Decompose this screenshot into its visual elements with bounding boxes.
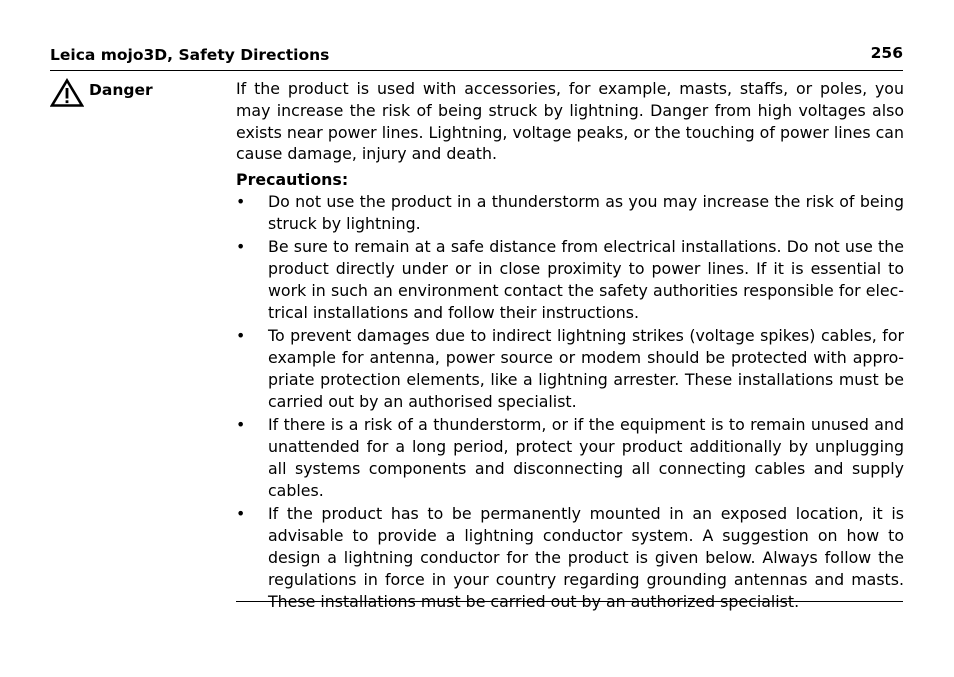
page-number: 256 [870, 44, 903, 62]
notice-intro: If the product is used with accessories, for example, masts, staffs, or poles, you may increase the risk of being struck by lightning. Danger from high voltages also exists near power lines. Lightning, voltage peaks, or the touching of power lines can cause damage, injury and death. [236, 79, 904, 164]
bullet-marker: • [236, 326, 246, 346]
precaution-text: Be sure to remain at a safe distance from electrical installations. Do not use the product directly under or in close proximity to power lines. If it is essential to work in such an environment contact the safety authorities responsible for electrical installations and follow their instructions. [268, 237, 904, 322]
notice-body [236, 78, 904, 614]
warning-triangle-icon [50, 78, 84, 108]
bullet-marker: • [236, 415, 246, 435]
list-item [236, 325, 904, 412]
header-title: Leica mojo3D, Safety Directions [50, 46, 330, 64]
precautions-heading: Precautions: [236, 170, 349, 190]
precaution-text: If the product has to be permanently mounted in an exposed location, it is advisable to provide a lightning conductor system. A suggestion on how to design a lightning conductor for the product is given below. Always follow the regulations in force in your country regarding grounding antennas and masts. These installations must be carried out by an authorized specialist. [268, 504, 904, 611]
precaution-text: If there is a risk of a thunderstorm, or if the equipment is to remain unused and unattended for a long period, protect your product additionally by unplugging all systems components and disconnecting all connecting cables and supply cables. [268, 415, 904, 500]
precaution-text: Do not use the product in a thunderstorm as you may increase the risk of being struck by lightning. [268, 191, 904, 233]
precaution-text: To prevent damages due to indirect lightning strikes (voltage spikes) cables, for example for antenna, power source or modem should be protected with appropriate protection elements, like a lightning arrester. These installations must be carried out by an authorised specialist. [268, 326, 904, 411]
bullet-marker: • [236, 504, 246, 524]
list-item [236, 503, 904, 612]
list-item [236, 414, 904, 501]
danger-label: Danger [89, 81, 153, 99]
precautions-list [236, 191, 904, 612]
section-end-divider [236, 601, 903, 602]
bullet-marker: • [236, 237, 246, 257]
list-item [236, 236, 904, 323]
list-item [236, 191, 904, 235]
header-divider [50, 70, 903, 71]
page-header [50, 44, 903, 66]
bullet-marker: • [236, 191, 246, 211]
